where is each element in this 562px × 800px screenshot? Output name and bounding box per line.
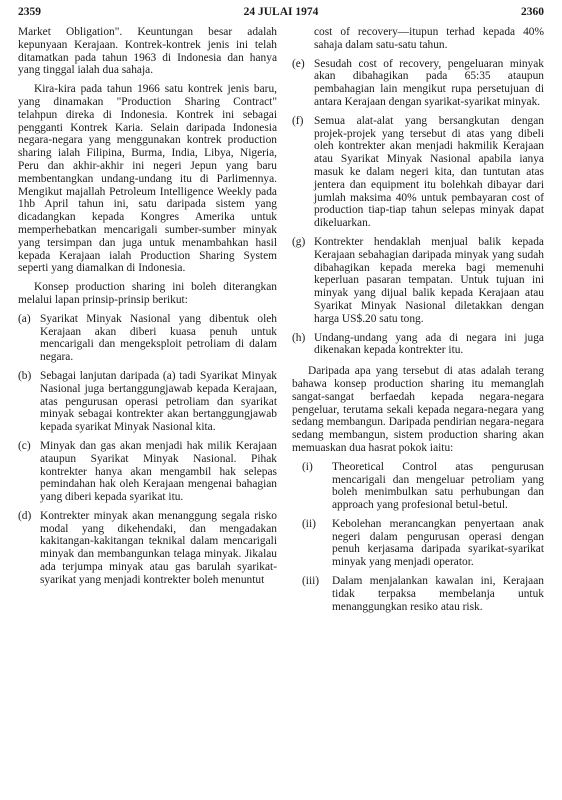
paragraph: Market Obligation". Keuntungan besar adalah kepunyaan Kerajaan. Kontrek-kontrek jenis ini telah ditamatkan pada tahun 1963 di Indonesia dan hanya yang tinggal ialah dua sahaja. [18,26,277,77]
aim-item [302,461,544,512]
item-label: (f) [292,114,304,127]
item-text: Undang-undang yang ada di negara ini juga dikenakan kepada kontrekter itu. [314,331,544,357]
item-text: Kebolehan merancangkan penyertaan anak negeri dalam pengurusan operasi dengan penuh kerjasama daripada syarikat-syarikat minyak yang menjadi operator. [332,517,544,569]
right-column [292,26,544,619]
item-label: (ii) [302,517,316,530]
principle-item [292,236,544,326]
item-text: Kontrekter minyak akan menanggung segala risko modal yang dikehendaki, dan mengadakan kakitangan-kakitangan teknikal dalam mencarigali minyak dan membangunkan telaga minyak. Jikalau ada terjumpa minyak atau gas barulah syarikat-syarikat yang menjadi kontrekter boleh menuntut [40,509,277,586]
item-text: Dalam menjalankan kawalan ini, Kerajaan tidak terpaksa membelanja untuk menanggungkan resiko atau risk. [332,575,544,613]
item-text: Theoretical Control atas pengurusan mencarigali dan mengeluar petroliam yang boleh menimbulkan satu perhubungan dan approach yang profesional betul-betul. [332,460,544,512]
item-label: (c) [18,439,31,452]
item-text: Kontrekter hendaklah menjual balik kepada Kerajaan sebahagian daripada minyak yang sudah dibahagikan kepada mereka bagi memenuhi keperluan pasaran tempatan. Untuk tujuan ini minyak yang dijual balik kepada Kerajaan atau Syarikat Minyak Nasional diletakkan dengan harga US$.20 satu tong. [314,235,544,325]
page-header [18,6,544,22]
paragraph: Kira-kira pada tahun 1966 satu kontrek jenis baru, yang dinamakan "Production Sharing Contract" telahpun direka di Indonesia. Kontrek ini sebagai pengganti Kontrek Karia. Selain daripada Indonesia negara-negara yang menggunakan kontrek production sharing ialah Filipina, Burma, India, Libya, Nigeria, Peru dan akhir-akhir ini negeri Jepun yang baru membentangkan undang-undang itu di Parlimennya. Mengikut majallah Petroleum Intelligence Weekly pada 1hb April tahun ini, satu daripada sistem yang dicadangkan kepada Kongres Amerika untuk memperhebatkan mencarigali sumber-sumber minyak yang tersimpan dan juga untuk menambahkan hasil kepada Kerajaan ialah Production Sharing System seperti yang diamalkan di Indonesia. [18,83,277,275]
aim-item [302,518,544,569]
continued-item-text: cost of recovery—itupun terhad kepada 40% sahaja dalam satu-satu tahun. [314,26,544,51]
item-text: Sebagai lanjutan daripada (a) tadi Syarikat Minyak Nasional juga bertanggungjawab kepada Kerajaan, atas pengurusan operasi petroliam dan syarikat minyak sebagai kontrekter akan bertanggungjawab kepada syarikat Minyak Nasional kita. [40,369,277,434]
paragraph: Konsep production sharing ini boleh diterangkan melalui lapan prinsip-prinsip berikut: [18,281,277,306]
item-text: Sesudah cost of recovery, pengeluaran minyak akan dibahagikan pada 65:35 ataupun pembahagian lain mengikut rupa persetujuan di antara Kerajaan dengan syarikat-syarikat minyak. [314,57,544,108]
principle-item [292,332,544,358]
item-label: (h) [292,331,306,344]
item-text: Minyak dan gas akan menjadi hak milik Kerajaan ataupun Syarikat Minyak Nasional. Pihak kontrekter hanya akan mengambil hak selepas pemindahan hak oleh Kerajaan mengenai bahagian yang diberi kepada syarikat itu. [40,439,277,504]
page-number-right: 2360 [521,6,544,18]
principle-item [18,370,277,434]
item-label: (g) [292,235,306,248]
item-label: (d) [18,509,32,522]
aim-item [302,575,544,613]
principle-item [292,115,544,230]
principle-item [18,313,277,364]
principle-item [292,58,544,109]
paragraph: Daripada apa yang tersebut di atas adalah terang bahawa konsep production sharing itu memanglah sangat-sangat berfaedah kepada negara-negara pengeluar, terutama sekali kepada negara-negara yang sedang membangun. Daripada pendirian negara-negara sedang membangun, sistem production sharing akan memuaskan dua hasrat pokok iaitu: [292,365,544,454]
principle-item [18,440,277,504]
page-number-left: 2359 [18,6,41,18]
item-text: Syarikat Minyak Nasional yang dibentuk oleh Kerajaan akan diberi kuasa penuh untuk mencarigali dan mengeksploit petroliam di dalam negara. [40,312,277,364]
item-label: (i) [302,460,313,473]
item-label: (a) [18,312,31,325]
page-date: 24 JULAI 1974 [243,6,319,18]
item-text: Semua alat-alat yang bersangkutan dengan projek-projek yang tersebut di atas yang dibeli oleh kontrekter akan menjadi hakmilik Kerajaan atau Syarikat Minyak Nasional apabila ianya masuk ke dalam negeri kita, dan tuntutan atas jentera dan equipment itu bolehkah dibayar dari jumlah maksima 40% untuk pembayaran cost of production tiap-tiap tahun selepas minyak dapat dikeluarkan. [314,114,544,230]
item-label: (iii) [302,575,320,588]
item-label: (e) [292,57,305,70]
principle-item [18,510,277,587]
left-column [18,26,277,593]
item-label: (b) [18,369,32,382]
